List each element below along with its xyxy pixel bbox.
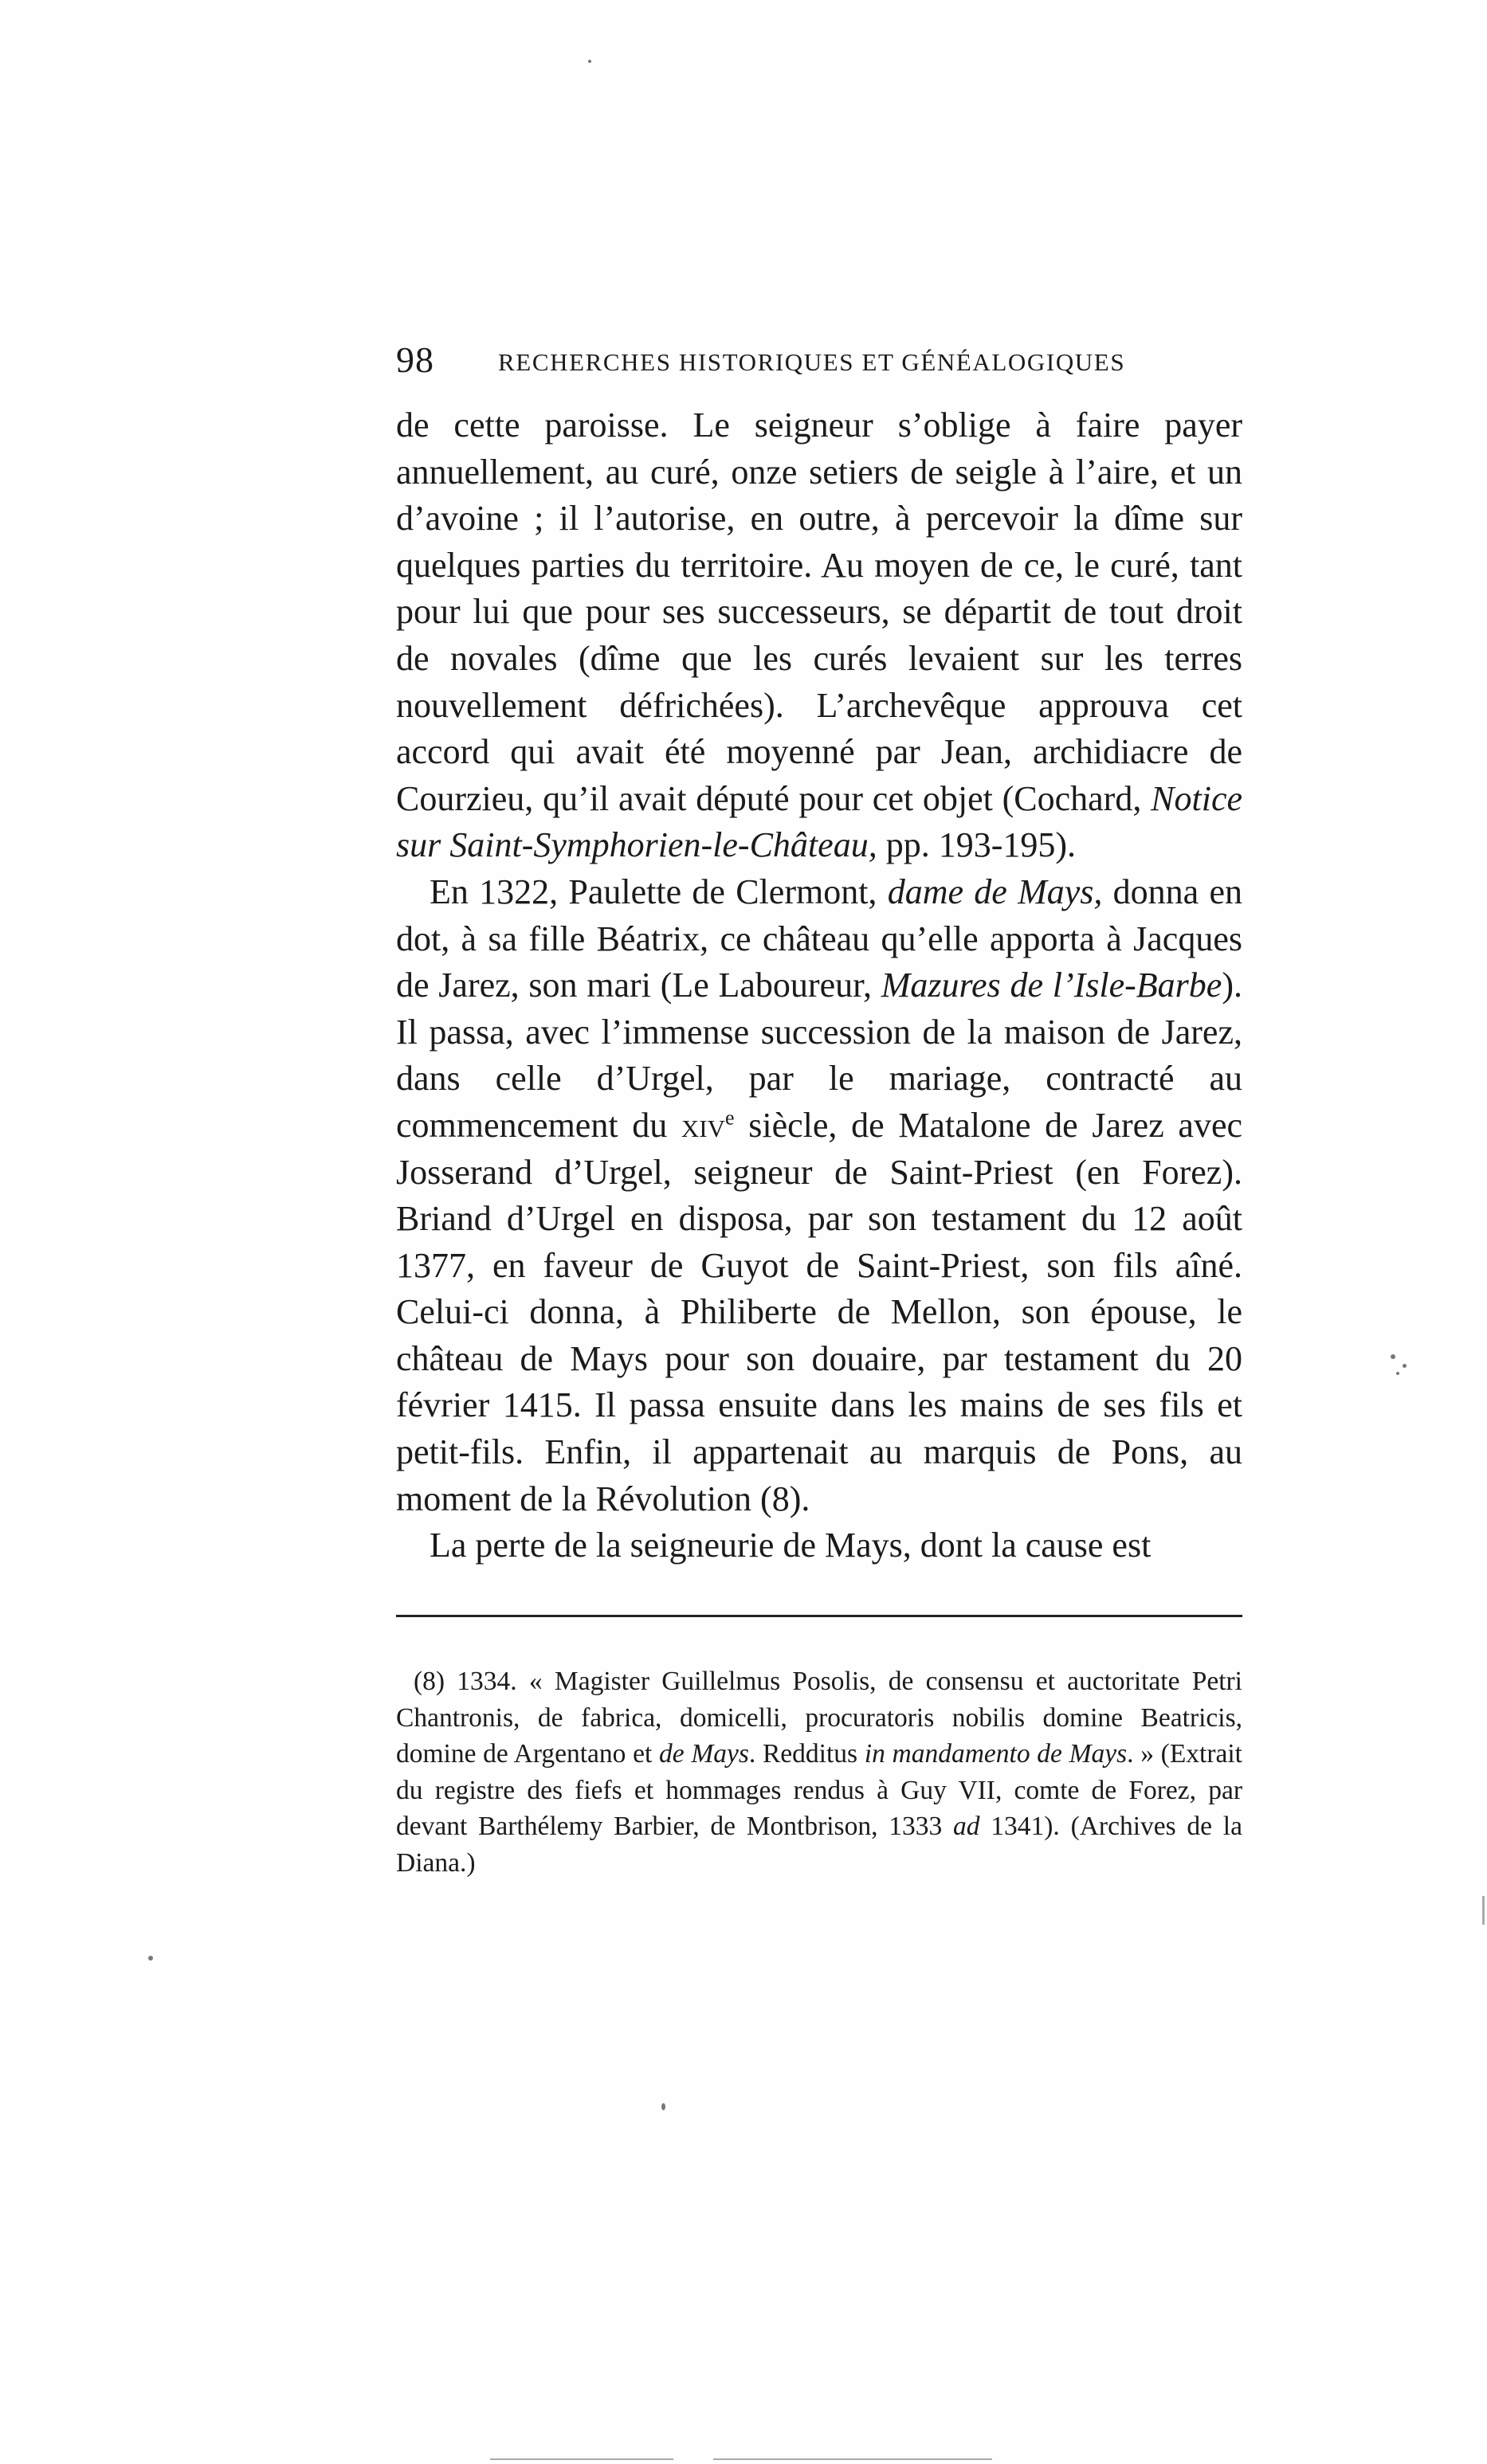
scan-edge-mark (490, 2458, 673, 2460)
century-numeral: xiv (681, 1105, 726, 1145)
paragraph-3-text: La perte de la seigneurie de Mays, dont la cause est (430, 1526, 1152, 1565)
footnote-text-d: 1341). (Archives de la Diana.) (396, 1812, 1242, 1878)
footnote-italic-b: in mandamento de Mays (864, 1739, 1128, 1769)
scan-edge-mark (1482, 1896, 1485, 1925)
century-superscript: e (725, 1106, 735, 1130)
paragraph-2-italic-b: Mazures de l’Isle-Barbe (881, 966, 1222, 1005)
scan-speck (1391, 1354, 1395, 1359)
paragraph-2-italic-a: dame de Mays, (887, 872, 1103, 911)
running-title: RECHERCHES HISTORIQUES ET GÉNÉALOGIQUES (498, 348, 1126, 376)
main-text (396, 402, 1242, 1569)
scan-speck (1403, 1364, 1407, 1368)
scan-speck (1396, 1372, 1399, 1375)
paragraph-2-text-d: siècle, de Matalone de Jarez avec Josserand d’Urgel, seigneur de Saint-Priest (en Forez). Briand d’Urgel en disposa, par son testament du 12 août 1377, en faveur de Guyot de Saint-Priest, son fils aîné. Celui-ci donna, à Philiberte de Mellon, son épouse, le château de Mays pour son douaire, par testament du 20 février 1415. Il passa ensuite dans les mains de ses fils et petit-fils. Enfin, il appartenait au marquis de Pons, au moment de la Révolution (8). (396, 1105, 1242, 1518)
paragraph-1-text: de cette paroisse. Le seigneur s’oblige à faire payer annuellement, au curé, onze setiers de seigle à l’aire, et un d’avoine ; il l’autorise, en outre, à percevoir la dîme sur quelques parties du territoire. Au moyen de ce, le curé, tant pour lui que pour ses successeurs, se départit de tout droit de novales (dîme que les curés levaient sur les terres nouvellement défrichées). L’archevêque approuva cet accord qui avait été moyenné par Jean, archidiacre de Courzieu, qu’il avait député pour cet objet (Cochard, (396, 405, 1242, 818)
paragraph-3 (396, 1522, 1242, 1569)
footnote-text-b: . Redditus (748, 1739, 865, 1769)
paragraph-1-text-end: pp. 193-195). (877, 825, 1077, 865)
paragraph-2-text-c: ). Il passa, avec l’immense succession de la maison de Jarez, dans celle d’Urgel, par le mariage, contracté au commencement du (396, 966, 1242, 1145)
scan-edge-mark (713, 2458, 992, 2460)
paragraph-2-text-a: En 1322, Paulette de Clermont, (430, 872, 888, 911)
scan-speck (588, 60, 591, 63)
paragraph-1 (396, 402, 1242, 869)
footnote (396, 1663, 1242, 1881)
footnote-8 (396, 1663, 1242, 1881)
footnote-separator-rule (396, 1615, 1242, 1617)
footnote-text-a: (8) 1334. « Magister Guillelmus Posolis, de consensu et auctoritate Petri Chantronis, de fabrica, domicelli, procuratoris nobilis domine Beatricis, domine de Argentano et (396, 1667, 1242, 1769)
scan-speck (661, 2103, 665, 2110)
paragraph-2-text-b: donna en dot, à sa fille Béatrix, ce château qu’elle apporta à Jacques de Jarez, son mari (Le Laboureur, (396, 872, 1243, 1005)
scan-speck (148, 1956, 153, 1961)
running-head (396, 339, 1241, 386)
paragraph-1-italic-title: Notice sur Saint-Symphorien-le-Château, (396, 778, 1242, 865)
page-number: 98 (396, 339, 434, 380)
paragraph-2 (396, 869, 1242, 1522)
footnote-text-c: . » (Extrait du registre des fiefs et hommages rendus à Guy VII, comte de Forez, par devant Barthélemy Barbier, de Montbrison, 1333 (396, 1739, 1242, 1841)
footnote-italic-a: de Mays (659, 1739, 749, 1769)
footnote-italic-c: ad (953, 1812, 980, 1841)
